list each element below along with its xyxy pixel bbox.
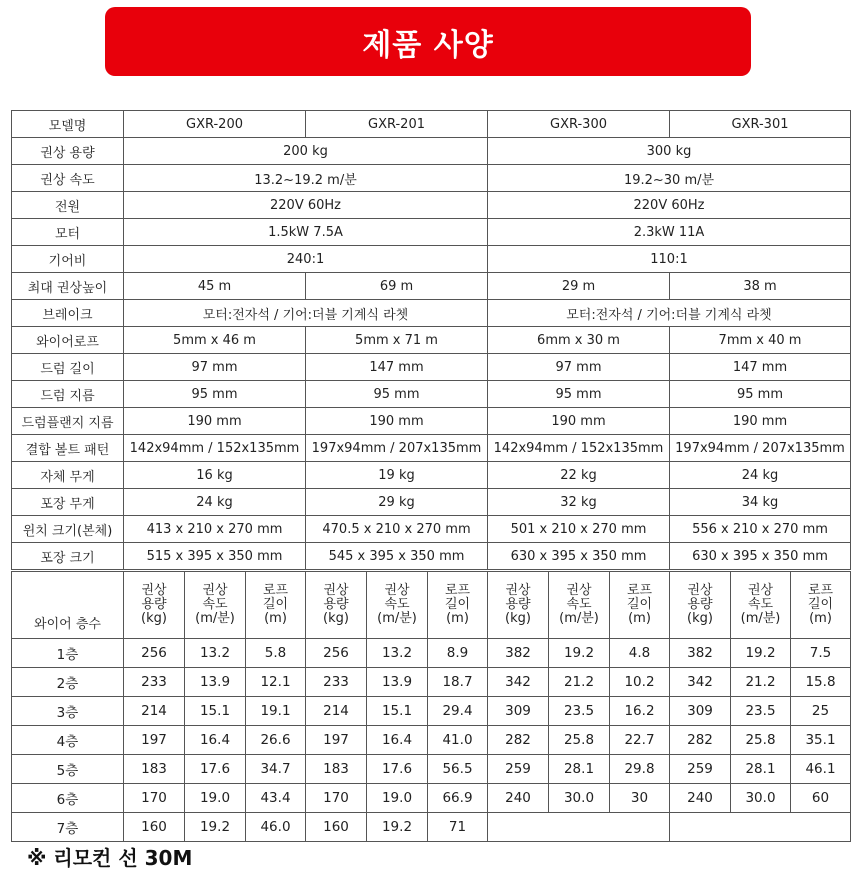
spec-row-gear [12, 246, 851, 273]
spec-row-pack-size [12, 543, 851, 570]
layer-number: 7층 [12, 813, 124, 842]
layer-value-cell: 240 [488, 784, 549, 813]
model-name-cell: GXR-201 [306, 111, 488, 138]
spec-cell: 147 mm [670, 354, 851, 381]
column-header-line: 권상 [141, 583, 167, 598]
column-header [670, 572, 731, 639]
layer-value-cell: 19.1 [246, 697, 306, 726]
spec-cell: 29 m [488, 273, 670, 300]
row-label: 기어비 [12, 246, 124, 273]
layer-number: 1층 [12, 639, 124, 668]
spec-cell: 142x94mm / 152x135mm [488, 435, 670, 462]
layer-value-cell: 19.0 [367, 784, 428, 813]
spec-cell: 197x94mm / 207x135mm [306, 435, 488, 462]
layer-value-cell: 10.2 [610, 668, 670, 697]
column-header-line: (kg) [687, 611, 713, 626]
column-header [428, 572, 488, 639]
layer-value-cell: 15.1 [367, 697, 428, 726]
column-header-line: 속도 [202, 597, 228, 612]
column-header [610, 572, 670, 639]
layer-value-cell: 240 [670, 784, 731, 813]
layer-value-cell: 35.1 [791, 726, 851, 755]
table-row [12, 639, 851, 668]
spec-table [11, 110, 851, 570]
spec-cell: 19.2~30 m/분 [488, 165, 851, 192]
row-label: 최대 권상높이 [12, 273, 124, 300]
spec-row-brake [12, 300, 851, 327]
table-row [12, 726, 851, 755]
column-header [488, 572, 549, 639]
table-row [12, 755, 851, 784]
spec-cell: 110:1 [488, 246, 851, 273]
column-header-line: (m/분) [377, 611, 417, 626]
layer-value-cell: 23.5 [549, 697, 610, 726]
row-label: 권상 속도 [12, 165, 124, 192]
spec-row-size [12, 516, 851, 543]
layer-value-cell: 46.1 [791, 755, 851, 784]
column-header [367, 572, 428, 639]
layer-value-cell: 25.8 [731, 726, 791, 755]
layer-value-cell: 382 [488, 639, 549, 668]
spec-cell: 515 x 395 x 350 mm [124, 543, 306, 570]
layer-value-cell: 30.0 [731, 784, 791, 813]
spec-cell: 모터:전자석 / 기어:더블 기계식 라쳇 [488, 300, 851, 327]
spec-row-weight [12, 462, 851, 489]
spec-cell: 630 x 395 x 350 mm [670, 543, 851, 570]
layer-value-cell: 13.9 [185, 668, 246, 697]
layer-value-cell: 46.0 [246, 813, 306, 842]
layer-value-cell: 309 [488, 697, 549, 726]
column-header-line: 용량 [505, 597, 531, 612]
column-header-line: (m/분) [195, 611, 235, 626]
spec-cell: 1.5kW 7.5A [124, 219, 488, 246]
layer-value-cell: 256 [306, 639, 367, 668]
layer-value-cell: 282 [488, 726, 549, 755]
row-label: 자체 무게 [12, 462, 124, 489]
spec-row-flange [12, 408, 851, 435]
layer-value-cell: 25.8 [549, 726, 610, 755]
layer-value-cell: 18.7 [428, 668, 488, 697]
spec-cell: 95 mm [488, 381, 670, 408]
spec-cell: 190 mm [670, 408, 851, 435]
layer-value-cell: 30.0 [549, 784, 610, 813]
row-label: 브레이크 [12, 300, 124, 327]
spec-row-drum-len [12, 354, 851, 381]
column-header-line: (m/분) [740, 611, 781, 626]
column-header-line: 로프 [807, 583, 834, 598]
model-name-cell: GXR-301 [670, 111, 851, 138]
layer-value-cell: 382 [670, 639, 731, 668]
layer-value-cell: 16.4 [367, 726, 428, 755]
spec-cell: 413 x 210 x 270 mm [124, 516, 306, 543]
column-header-line: 용량 [687, 597, 713, 612]
column-header [791, 572, 851, 639]
layer-value-cell: 23.5 [731, 697, 791, 726]
spec-cell: 147 mm [306, 354, 488, 381]
row-label: 권상 용량 [12, 138, 124, 165]
row-label: 드럼플랜지 지름 [12, 408, 124, 435]
column-header-line: 권상 [384, 583, 410, 598]
spec-cell: 220V 60Hz [488, 192, 851, 219]
spec-row-speed [12, 165, 851, 192]
spec-cell: 22 kg [488, 462, 670, 489]
layer-value-cell: 16.4 [185, 726, 246, 755]
layer-value-cell: 282 [670, 726, 731, 755]
layer-value-cell: 29.4 [428, 697, 488, 726]
column-header-line: 용량 [141, 597, 167, 612]
layer-value-cell: 28.1 [549, 755, 610, 784]
column-header [124, 572, 185, 639]
layer-value-cell: 197 [124, 726, 185, 755]
layer-value-cell: 183 [306, 755, 367, 784]
column-header-line: 길이 [262, 597, 289, 612]
layer-value-cell: 34.7 [246, 755, 306, 784]
layer-value-cell: 160 [124, 813, 185, 842]
spec-cell: 24 kg [124, 489, 306, 516]
spec-cell: 29 kg [306, 489, 488, 516]
column-header-line: 로프 [262, 583, 289, 598]
row-label: 포장 크기 [12, 543, 124, 570]
layer-number: 6층 [12, 784, 124, 813]
wire-layer-table [11, 571, 851, 842]
spec-cell: 97 mm [124, 354, 306, 381]
row-label: 드럼 길이 [12, 354, 124, 381]
spec-row-pack-weight [12, 489, 851, 516]
spec-cell: 220V 60Hz [124, 192, 488, 219]
layer-value-cell: 19.2 [367, 813, 428, 842]
spec-cell: 556 x 210 x 270 mm [670, 516, 851, 543]
spec-cell: 45 m [124, 273, 306, 300]
layer-value-cell: 170 [124, 784, 185, 813]
spec-cell: 190 mm [488, 408, 670, 435]
spec-cell: 95 mm [670, 381, 851, 408]
column-header-line: (kg) [505, 611, 531, 626]
column-header-line: 권상 [202, 583, 228, 598]
spec-cell: 95 mm [124, 381, 306, 408]
spec-cell: 32 kg [488, 489, 670, 516]
column-header-line: 권상 [323, 583, 349, 598]
layer-value-cell: 7.5 [791, 639, 851, 668]
layer-value-cell: 43.4 [246, 784, 306, 813]
column-header-line: 권상 [566, 583, 592, 598]
page-title: 제품 사양 [362, 27, 494, 63]
layer-value-cell: 17.6 [367, 755, 428, 784]
layer-value-cell: 15.1 [185, 697, 246, 726]
layer-value-cell: 19.2 [731, 639, 791, 668]
layer-value-cell: 16.2 [610, 697, 670, 726]
spec-cell: 5mm x 71 m [306, 327, 488, 354]
column-header-line: (kg) [141, 611, 167, 626]
layer-value-cell: 160 [306, 813, 367, 842]
spec-cell: 190 mm [306, 408, 488, 435]
spec-cell: 5mm x 46 m [124, 327, 306, 354]
layer-value-cell: 342 [488, 668, 549, 697]
column-header [549, 572, 610, 639]
layer-value-cell: 26.6 [246, 726, 306, 755]
spec-cell: 69 m [306, 273, 488, 300]
layer-value-cell: 214 [306, 697, 367, 726]
spec-row-motor [12, 219, 851, 246]
spec-cell: 97 mm [488, 354, 670, 381]
column-header-line: 길이 [626, 597, 653, 612]
layer-value-cell: 8.9 [428, 639, 488, 668]
spec-cell: 모터:전자석 / 기어:더블 기계식 라쳇 [124, 300, 488, 327]
table-row [12, 813, 851, 842]
spec-cell: 630 x 395 x 350 mm [488, 543, 670, 570]
layer-value-cell: 197 [306, 726, 367, 755]
table-row [12, 784, 851, 813]
layer-number: 3층 [12, 697, 124, 726]
spec-cell: 2.3kW 11A [488, 219, 851, 246]
layer-value-cell: 29.8 [610, 755, 670, 784]
table-row [12, 668, 851, 697]
column-header-line: 속도 [566, 597, 592, 612]
spec-row-wire [12, 327, 851, 354]
column-header-line: (m) [809, 611, 832, 626]
layer-value-cell: 4.8 [610, 639, 670, 668]
layer-value-cell: 214 [124, 697, 185, 726]
layer-value-cell: 21.2 [731, 668, 791, 697]
layer-label: 와이어 층수 [12, 572, 124, 639]
spec-cell: 545 x 395 x 350 mm [306, 543, 488, 570]
row-label: 포장 무게 [12, 489, 124, 516]
layer-value-cell: 15.8 [791, 668, 851, 697]
column-header-line: 권상 [747, 583, 774, 598]
layer-value-cell: 259 [488, 755, 549, 784]
spec-row-drum-dia [12, 381, 851, 408]
model-name-cell: GXR-200 [124, 111, 306, 138]
spec-cell: 197x94mm / 207x135mm [670, 435, 851, 462]
column-header-line: 용량 [323, 597, 349, 612]
layer-value-cell: 30 [610, 784, 670, 813]
spec-cell: 200 kg [124, 138, 488, 165]
column-header [731, 572, 791, 639]
column-header-line: (m) [264, 611, 287, 626]
spec-cell: 13.2~19.2 m/분 [124, 165, 488, 192]
empty-cell [670, 813, 851, 842]
column-header-line: (m) [628, 611, 651, 626]
spec-cell: 142x94mm / 152x135mm [124, 435, 306, 462]
spec-cell: 24 kg [670, 462, 851, 489]
layer-value-cell: 259 [670, 755, 731, 784]
spec-cell: 6mm x 30 m [488, 327, 670, 354]
column-header-line: 길이 [807, 597, 834, 612]
layer-number: 4층 [12, 726, 124, 755]
layer-value-cell: 19.0 [185, 784, 246, 813]
layer-value-cell: 60 [791, 784, 851, 813]
spec-cell: 34 kg [670, 489, 851, 516]
spec-row-capacity [12, 138, 851, 165]
layer-value-cell: 342 [670, 668, 731, 697]
row-label: 윈치 크기(본체) [12, 516, 124, 543]
layer-value-cell: 41.0 [428, 726, 488, 755]
layer-value-cell: 13.2 [185, 639, 246, 668]
spec-cell: 300 kg [488, 138, 851, 165]
model-row [12, 111, 851, 138]
layer-value-cell: 233 [306, 668, 367, 697]
spec-cell: 470.5 x 210 x 270 mm [306, 516, 488, 543]
layer-value-cell: 71 [428, 813, 488, 842]
column-header-line: (kg) [323, 611, 349, 626]
layer-value-cell: 22.7 [610, 726, 670, 755]
row-label: 드럼 지름 [12, 381, 124, 408]
layer-value-cell: 17.6 [185, 755, 246, 784]
column-header-line: 권상 [687, 583, 713, 598]
spec-cell: 240:1 [124, 246, 488, 273]
layer-value-cell: 13.2 [367, 639, 428, 668]
row-label: 와이어로프 [12, 327, 124, 354]
layer-header-row [12, 572, 851, 639]
spec-row-power [12, 192, 851, 219]
remote-cable-note: ※ 리모컨 선 30M [27, 846, 193, 870]
column-header [306, 572, 367, 639]
column-header-line: 권상 [505, 583, 531, 598]
column-header-line: 길이 [444, 597, 471, 612]
spec-row-bolt [12, 435, 851, 462]
layer-number: 2층 [12, 668, 124, 697]
layer-value-cell: 56.5 [428, 755, 488, 784]
layer-value-cell: 170 [306, 784, 367, 813]
layer-value-cell: 256 [124, 639, 185, 668]
spec-cell: 7mm x 40 m [670, 327, 851, 354]
row-label: 전원 [12, 192, 124, 219]
layer-value-cell: 183 [124, 755, 185, 784]
layer-value-cell: 28.1 [731, 755, 791, 784]
spec-cell: 19 kg [306, 462, 488, 489]
spec-cell: 501 x 210 x 270 mm [488, 516, 670, 543]
layer-value-cell: 66.9 [428, 784, 488, 813]
column-header-line: 로프 [626, 583, 653, 598]
layer-value-cell: 25 [791, 697, 851, 726]
spec-cell: 95 mm [306, 381, 488, 408]
layer-value-cell: 5.8 [246, 639, 306, 668]
empty-cell [488, 813, 670, 842]
layer-value-cell: 309 [670, 697, 731, 726]
layer-value-cell: 13.9 [367, 668, 428, 697]
column-header [185, 572, 246, 639]
layer-value-cell: 12.1 [246, 668, 306, 697]
title-banner [105, 7, 751, 76]
layer-value-cell: 19.2 [185, 813, 246, 842]
spec-row-max-height [12, 273, 851, 300]
column-header-line: 로프 [444, 583, 471, 598]
column-header-line: 속도 [747, 597, 774, 612]
spec-cell: 190 mm [124, 408, 306, 435]
layer-value-cell: 21.2 [549, 668, 610, 697]
table-row [12, 697, 851, 726]
layer-value-cell: 19.2 [549, 639, 610, 668]
layer-number: 5층 [12, 755, 124, 784]
spec-cell: 38 m [670, 273, 851, 300]
row-label: 모터 [12, 219, 124, 246]
column-header-line: (m) [446, 611, 469, 626]
spec-cell: 16 kg [124, 462, 306, 489]
column-header-line: (m/분) [559, 611, 599, 626]
row-label: 결합 볼트 패턴 [12, 435, 124, 462]
column-header-line: 속도 [384, 597, 410, 612]
model-name-cell: GXR-300 [488, 111, 670, 138]
layer-value-cell: 233 [124, 668, 185, 697]
column-header [246, 572, 306, 639]
row-label: 모델명 [12, 111, 124, 138]
